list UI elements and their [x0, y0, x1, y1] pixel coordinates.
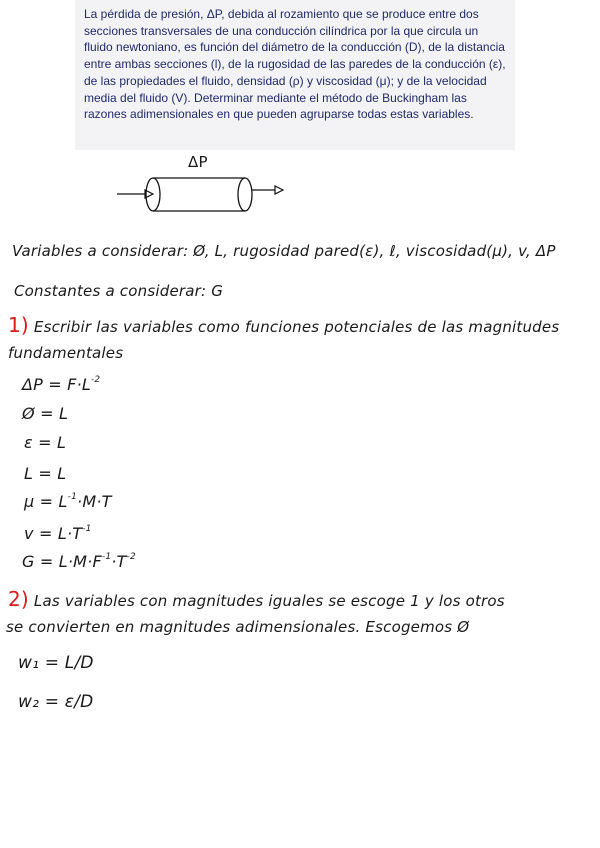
variables-line: Variables a considerar: Ø, L, rugosidad pared(ε), ℓ, viscosidad(μ), v, ΔP: [12, 242, 556, 260]
eq-g-exponent-2: -2: [126, 552, 136, 562]
problem-text: La pérdida de presión, ΔP, debida al rozamiento que se produce entre dos secciones transversales de una conducción cilíndrica por la que circula un fluido newtoniano, es función del diámetro de la conducción (D), de la distancia entre ambas secciones (l), de la rugosidad de las paredes de la conducción (ε), de las propiedades el fluido, densidad (ρ) y viscosidad (μ); y de la velocidad media del fluido (V). Determinar mediante el método de Buckingham las razones adimensionales en que pueden agruparse todas estas variables.: [84, 7, 506, 122]
step2-heading: [8, 587, 505, 611]
step2-text: Las variables con magnitudes iguales se escoge 1 y los otros: [33, 592, 505, 610]
dimensionless-group-1: w₁ = L/D: [18, 653, 94, 673]
eq-g-exponent-1: -1: [101, 552, 112, 562]
equation-viscosity: [24, 492, 112, 511]
equation-pressure-drop: [22, 375, 100, 394]
constants-line: Constantes a considerar: G: [14, 282, 224, 300]
eq-mu-base: μ = L: [24, 492, 68, 511]
step1-text-continued: fundamentales: [8, 344, 124, 362]
step1-text: Escribir las variables como funciones potenciales de las magnitudes: [33, 318, 560, 336]
eq-g-mid: ·T: [111, 552, 127, 571]
step1-heading: [8, 313, 559, 337]
dimensionless-group-2: w₂ = ε/D: [18, 692, 94, 712]
outlet-arrow-head: [275, 186, 283, 194]
equation-diameter: Ø = L: [22, 404, 69, 423]
pressure-drop-label: ΔP: [188, 153, 208, 171]
eq-mu-rest: ·M·T: [77, 492, 112, 511]
eq-v-exponent: -1: [82, 524, 92, 534]
equation-velocity: [24, 524, 92, 543]
equation-roughness: ε = L: [24, 433, 67, 452]
eq-dp-base: ΔP = F·L: [22, 375, 91, 394]
step1-number: 1): [8, 313, 29, 337]
eq-dp-exponent: -2: [90, 375, 101, 385]
eq-mu-exponent: -1: [67, 492, 78, 502]
eq-v-base: v = L·T: [24, 524, 83, 543]
equation-length: L = L: [24, 464, 67, 483]
pipe-right-end: [238, 178, 252, 211]
step2-text-continued: se convierten en magnitudes adimensionales. Escogemos Ø: [6, 618, 470, 636]
eq-g-base: G = L·M·F: [22, 552, 102, 571]
step2-number: 2): [8, 587, 29, 611]
equation-gravity: [22, 552, 136, 571]
